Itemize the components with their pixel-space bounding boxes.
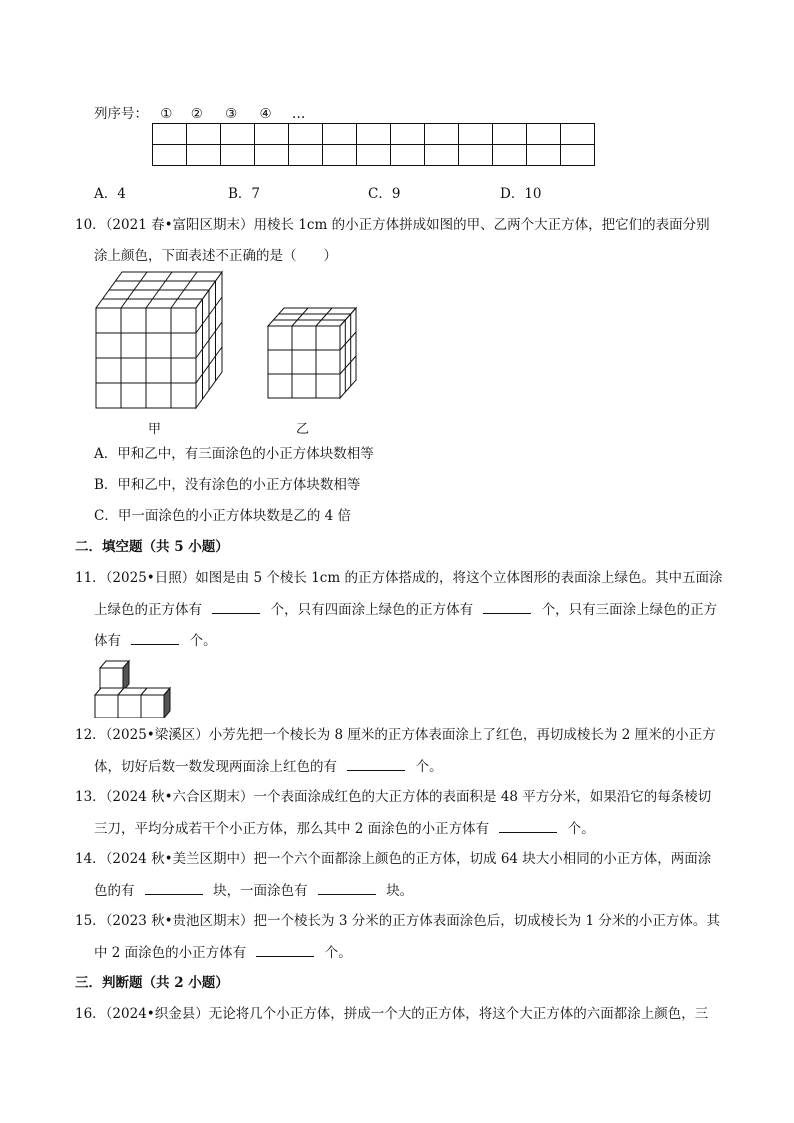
sequence-table-cell bbox=[459, 145, 493, 166]
q11-text-b: 个，只有四面涂上绿色的正方体有 bbox=[270, 602, 474, 618]
q13-stem-line1: 13．（2024 秋•六合区期末）一个表面涂成红色的大正方体的表面积是 48 平方分米，如果沿它的每条棱切 bbox=[75, 789, 712, 805]
sequence-table-cell bbox=[323, 124, 357, 145]
q9-option-b: B．7 bbox=[228, 186, 261, 202]
sequence-table-cell bbox=[493, 145, 527, 166]
q14-text-c: 块。 bbox=[386, 883, 414, 899]
q11-stem-line2 bbox=[94, 599, 717, 620]
q12-stem-line2 bbox=[94, 756, 443, 777]
sequence-table-cell bbox=[527, 124, 561, 145]
q12-text-a: 体，切好后数一数发现两面涂上红色的有 bbox=[94, 759, 337, 775]
q9-option-d: D．10 bbox=[500, 186, 542, 202]
q12-stem-line1: 12．（2025•梁溪区）小芳先把一个棱长为 8 厘米的正方体表面涂上了红色，再切成棱长为 2 厘米的小正方 bbox=[75, 727, 716, 743]
sequence-table-cell bbox=[187, 124, 221, 145]
q11-blank-1[interactable] bbox=[212, 599, 260, 614]
sequence-table-cell bbox=[255, 145, 289, 166]
q10-option-b: B．甲和乙中，没有涂色的小正方体块数相等 bbox=[94, 477, 361, 493]
q15-stem-line1: 15．（2023 秋•贵池区期末）把一个棱长为 3 分米的正方体表面涂色后，切成棱长为 1 分米的小正方体。其 bbox=[75, 913, 720, 929]
q10-option-a: A．甲和乙中，有三面涂色的小正方体块数相等 bbox=[94, 446, 374, 462]
q13-blank-1[interactable] bbox=[499, 818, 557, 833]
sequence-table-cell bbox=[221, 124, 255, 145]
figure-label-yi: 乙 bbox=[296, 422, 310, 437]
q12-blank-1[interactable] bbox=[347, 756, 405, 771]
section-judgement-heading: 三．判断题（共 2 小题） bbox=[75, 975, 229, 991]
sequence-table-cell bbox=[527, 145, 561, 166]
figure-label-jia: 甲 bbox=[148, 422, 162, 437]
q14-stem-line2 bbox=[94, 880, 413, 901]
seq-label-row bbox=[94, 104, 305, 124]
sequence-table-cell bbox=[391, 124, 425, 145]
q11-stem-line1: 11．（2025•日照）如图是由 5 个棱长 1cm 的正方体搭成的，将这个立体图形的表面涂上绿色。其中五面涂 bbox=[75, 570, 723, 586]
q14-text-a: 色的有 bbox=[94, 883, 135, 899]
sequence-table-cell bbox=[561, 124, 595, 145]
sequence-table-cell bbox=[289, 124, 323, 145]
seq-label: 列序号： bbox=[94, 106, 148, 122]
q10-stem-line1: 10．（2021 春•富阳区期末）用棱长 1cm 的小正方体拼成如图的甲、乙两个大正方体，把它们的表面分别 bbox=[75, 217, 710, 233]
q10-stem-line2: 涂上颜色，下面表述不正确的是（ ） bbox=[94, 248, 337, 264]
q9-option-c: C．9 bbox=[368, 186, 401, 202]
q15-text-b: 个。 bbox=[324, 945, 352, 961]
sequence-table-cell bbox=[153, 145, 187, 166]
q11-blank-3[interactable] bbox=[131, 630, 179, 645]
q16-stem-line1: 16．（2024•织金县）无论将几个小正方体，拼成一个大的正方体，将这个大正方体的六面都涂上颜色，三 bbox=[75, 1006, 709, 1022]
section-fill-blank-heading: 二．填空题（共 5 小题） bbox=[75, 539, 229, 555]
seq-mark-2: ② bbox=[190, 106, 203, 122]
sequence-table-cell bbox=[187, 145, 221, 166]
seq-mark-3: ③ bbox=[225, 106, 238, 122]
sequence-table-cell bbox=[425, 124, 459, 145]
sequence-table-cell bbox=[153, 124, 187, 145]
sequence-table-cell bbox=[493, 124, 527, 145]
q12-text-b: 个。 bbox=[415, 759, 443, 775]
sequence-table-cell bbox=[391, 145, 425, 166]
five-cube-figure bbox=[92, 658, 176, 718]
q11-text-e: 个。 bbox=[189, 633, 217, 649]
seq-mark-1: ① bbox=[160, 106, 173, 122]
q11-text-a: 上绿色的正方体有 bbox=[94, 602, 202, 618]
q11-stem-line3 bbox=[94, 630, 217, 651]
seq-mark-4: ④ bbox=[259, 106, 272, 122]
sequence-table-cell bbox=[357, 124, 391, 145]
q9-option-a: A．4 bbox=[94, 186, 126, 202]
sequence-table-cell bbox=[561, 145, 595, 166]
sequence-table-row bbox=[153, 124, 595, 145]
q15-blank-1[interactable] bbox=[256, 942, 314, 957]
q14-blank-1[interactable] bbox=[145, 880, 203, 895]
q13-text-b: 个。 bbox=[567, 821, 595, 837]
q13-text-a: 三刀，平均分成若干个小正方体，那么其中 2 面涂色的小正方体有 bbox=[94, 821, 490, 837]
seq-mark-ellipsis: … bbox=[291, 106, 306, 122]
sequence-table-cell bbox=[255, 124, 289, 145]
sequence-table-cell bbox=[289, 145, 323, 166]
sequence-table-row bbox=[153, 145, 595, 166]
sequence-table-cell bbox=[459, 124, 493, 145]
q13-stem-line2 bbox=[94, 818, 595, 839]
sequence-table-cell bbox=[425, 145, 459, 166]
cube-figure-yi bbox=[265, 304, 361, 404]
q14-text-b: 块，一面涂色有 bbox=[213, 883, 308, 899]
q11-text-c: 个，只有三面涂上绿色的正方 bbox=[541, 602, 718, 618]
q14-stem-line1: 14．（2024 秋•美兰区期中）把一个六个面都涂上颜色的正方体，切成 64 块大小相同的小正方体，两面涂 bbox=[75, 851, 712, 867]
q14-blank-2[interactable] bbox=[318, 880, 376, 895]
q11-blank-2[interactable] bbox=[483, 599, 531, 614]
sequence-table-cell bbox=[221, 145, 255, 166]
sequence-table bbox=[152, 123, 595, 166]
sequence-table-cell bbox=[323, 145, 357, 166]
q11-text-d: 体有 bbox=[94, 633, 121, 649]
q15-stem-line2 bbox=[94, 942, 352, 963]
cube-figure-jia bbox=[92, 268, 232, 413]
q15-text-a: 中 2 面涂色的小正方体有 bbox=[94, 945, 247, 961]
q10-option-c: C．甲一面涂色的小正方体块数是乙的 4 倍 bbox=[94, 508, 352, 524]
sequence-table-cell bbox=[357, 145, 391, 166]
